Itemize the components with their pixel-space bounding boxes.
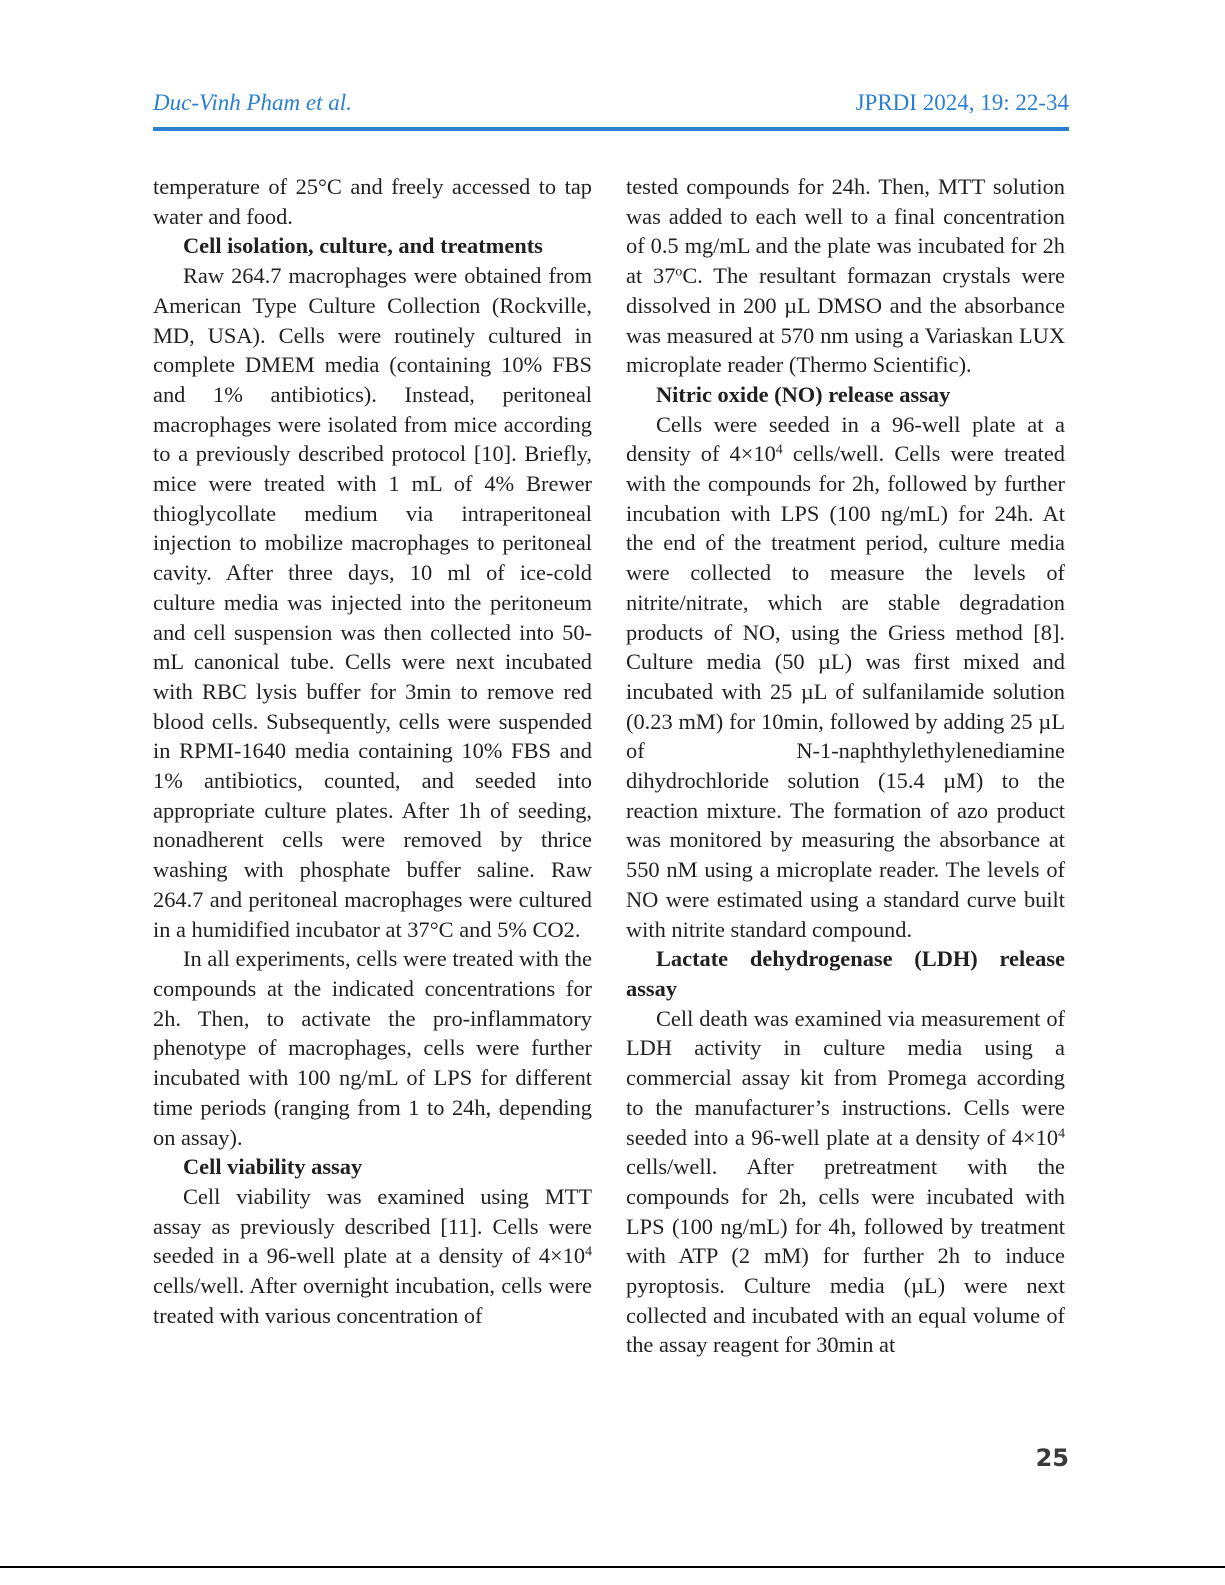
- section-heading-no-release: Nitric oxide (NO) release assay: [656, 381, 951, 407]
- page-number: 25: [1035, 1444, 1069, 1472]
- superscript: o: [675, 264, 683, 280]
- page-bottom-rule: [0, 1566, 1225, 1568]
- section-heading-cell-isolation: Cell isolation, culture, and treatments: [183, 233, 543, 259]
- superscript: 4: [1058, 1125, 1065, 1141]
- section-heading-ldh-release: Lactate dehydrogenase (LDH) release assay: [626, 946, 1065, 1001]
- paragraph: [626, 172, 1065, 380]
- paragraph: Raw 264.7 macrophages were obtained from American Type Culture Collection (Rockville, MD, USA). Cells were routinely cultured in complete DMEM media (containing 10% FBS and 1% antibiotics). Instead, peritoneal macrophages were isolated from mice according to a previously described protocol [10]. Briefly, mice were treated with 1 mL of 4% Brewer thioglycollate medium via intraperitoneal injection to mobilize macrophages to peritoneal cavity. After three days, 10 ml of ice-cold culture media was injected into the peritoneum and cell suspension was then collected into 50-mL canonical tube. Cells were next incubated with RBC lysis buffer for 3min to remove red blood cells. Subsequently, cells were suspended in RPMI-1640 media containing 10% FBS and 1% antibiotics, counted, and seeded into appropriate culture plates. After 1h of seeding, nonadherent cells were removed by thrice washing with phosphate buffer saline. Raw 264.7 and peritoneal macrophages were cultured in a humidified incubator at 37°C and 5% CO2.: [153, 263, 592, 942]
- paragraph: In all experiments, cells were treated with the compounds at the indicated concentrations for 2h. Then, to activate the pro-inflammatory phenotype of macrophages, cells were further incubated with 100 ng/mL of LPS for different time periods (ranging from 1 to 24h, depending on assay).: [153, 946, 592, 1150]
- text-run: C. The resultant formazan crystals were dissolved in 200 µL DMSO and the absorbance was measured at 570 nm using a Variaskan LUX microplate reader (Thermo Scientific).: [626, 263, 1065, 378]
- superscript: 4: [585, 1244, 592, 1260]
- text-run: cells/well. Cells were treated with the compounds for 2h, followed by further incubation with LPS (100 ng/mL) for 24h. At the end of the treatment period, culture media were collected to measure the levels of nitrite/nitrate, which are stable degradation products of NO, using the Griess method [8]. Culture media (50 µL) was first mixed and incubated with 25 µL of sulfanilamide solution (0.23 mM) for 10min, followed by adding 25 µL of N-1-naphthylethylenediamine dihydrochloride solution (15.4 µM) to the reaction mixture. The formation of azo product was monitored by measuring the absorbance at 550 nM using a microplate reader. The levels of NO were estimated using a standard curve built with nitrite standard compound.: [626, 441, 1065, 942]
- right-column: [626, 172, 1065, 1360]
- header-journal-ref: JPRDI 2024, 19: 22-34: [855, 90, 1069, 115]
- header-authors: Duc-Vinh Pham et al.: [153, 90, 352, 115]
- text-run: cells/well. After overnight incubation, cells were treated with various concentration of: [153, 1273, 592, 1328]
- text-run: tested compounds for 24h. Then, MTT solution was added to each well to a final concentration of 0.5 mg/mL and the plate was incubated for 2h at 37: [626, 174, 1065, 289]
- paragraph: [626, 1004, 1065, 1360]
- running-header: [153, 88, 1069, 118]
- paragraph: [626, 410, 1065, 945]
- text-run: Cell death was examined via measurement of LDH activity in culture media using a commercial assay kit from Promega according to the manufacturer’s instructions. Cells were seeded into a 96-well plate at a density of 4×10: [626, 1005, 1065, 1150]
- paragraph: temperature of 25°C and freely accessed to tap water and food.: [153, 174, 592, 229]
- text-run: Cell viability was examined using MTT assay as previously described [11]. Cells were seeded in a 96-well plate at a density of 4×10: [153, 1183, 592, 1269]
- header-rule: [153, 127, 1069, 131]
- text-run: cells/well. After pretreatment with the compounds for 2h, cells were incubated with LPS (100 ng/mL) for 4h, followed by treatment with ATP (2 mM) for further 2h to induce pyroptosis. Culture media (µL) were next collected and incubated with an equal volume of the assay reagent for 30min at: [626, 1154, 1065, 1358]
- paragraph: [153, 1182, 592, 1331]
- superscript: 4: [775, 442, 783, 458]
- section-heading-cell-viability: Cell viability assay: [183, 1154, 363, 1180]
- left-column: [153, 172, 592, 1330]
- text-run: Cells were seeded in a 96-well plate at a density of 4×10: [626, 411, 1065, 467]
